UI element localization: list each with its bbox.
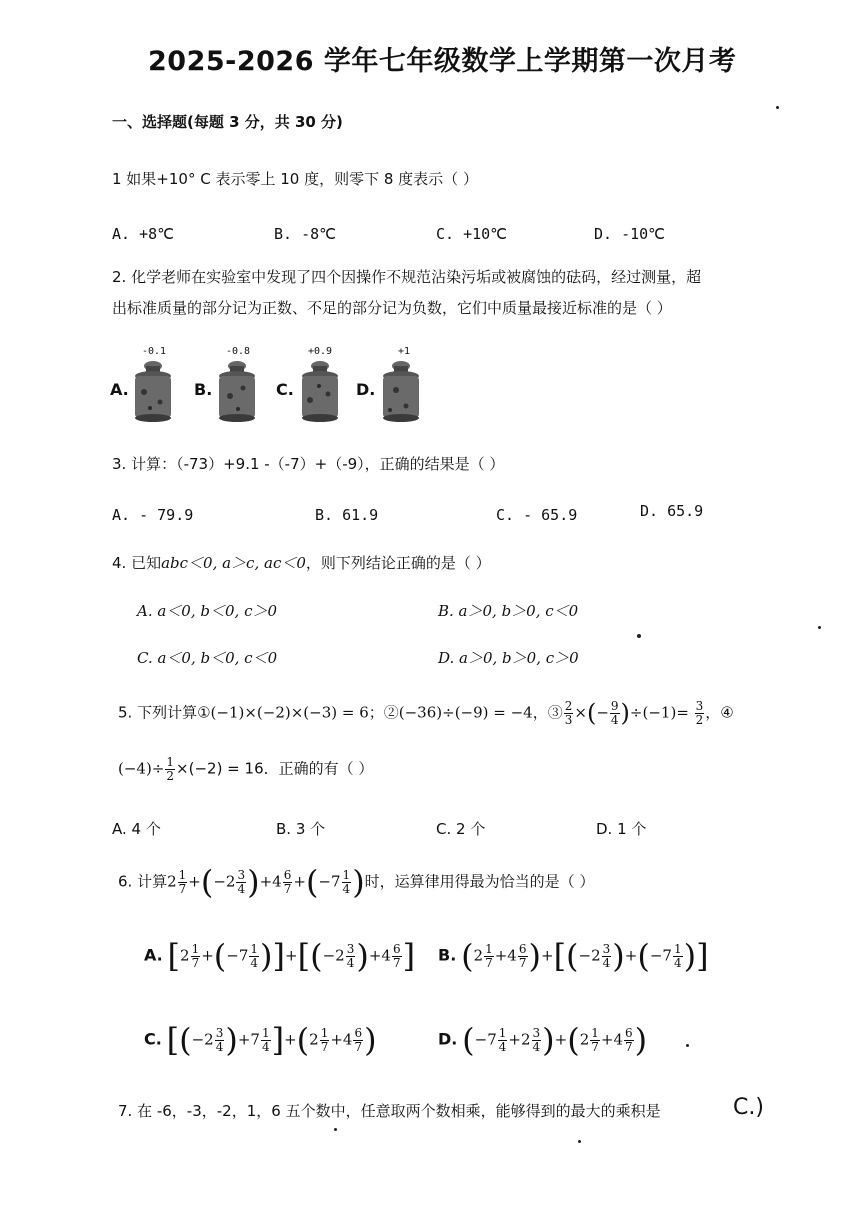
weight-a-icon	[130, 356, 176, 424]
q6-option-b: B. (2 $\frac{1}{7}$ +4 $\frac{6}{7}$ )+[(−2 $\frac{3}{4}$ )+(−7 $\frac{1}{4}$ )]	[438, 937, 709, 975]
question-4-stem	[112, 556, 491, 571]
section-header: 一、选择题(每题 3 分，共 30 分)	[112, 113, 343, 131]
scan-speck	[578, 1140, 581, 1143]
q5-prefix: 5. 下列计算①	[118, 703, 211, 722]
q5-line2-prefix: (−4)÷	[118, 759, 165, 778]
q1-option-a: A. +8℃	[112, 225, 174, 243]
q4-option-d: D. a＞0, b＞0, c＞0	[438, 649, 579, 667]
q4-stem-math: abc＜0, a＞c, ac＜0	[161, 554, 306, 572]
weight-c-label: +0.9	[308, 346, 333, 357]
q2-option-b-label: B.	[194, 380, 213, 399]
weight-a-label: -0.1	[142, 346, 167, 357]
page-title: 2025-2026 学年七年级数学上学期第一次月考	[148, 46, 737, 77]
question-7-stem: 7. 在 -6，-3，-2，1，6 五个数中，任意取两个数相乘，能够得到的最大的乘积是	[118, 1102, 661, 1120]
q6-option-d: D. (−7 $\frac{1}{4}$ +2 $\frac{3}{4}$ )+(2 $\frac{1}{7}$ +4 $\frac{6}{7}$ )	[438, 1021, 648, 1059]
q5-expr-3: ，④	[705, 703, 734, 722]
q4-option-a: A. a＜0, b＜0, c＞0	[137, 602, 278, 620]
weight-c-icon	[297, 356, 343, 424]
weight-d-label: +1	[398, 346, 411, 357]
q4-stem-suffix: ，则下列结论正确的是（ ）	[305, 554, 491, 572]
q3-option-d: D. 65.9	[640, 502, 704, 520]
q4-option-b: B. a＞0, b＞0, c＜0	[438, 602, 579, 620]
q5-frac-1-2: $\frac{1}{2}$	[166, 755, 175, 783]
q1-option-c: C. +10℃	[436, 225, 508, 243]
q4-stem-prefix: 4. 已知	[112, 554, 162, 572]
q5-frac-9-4: $\frac{9}{4}$	[610, 699, 619, 727]
q5-expr-1: (−1)×(−2)×(−3) = 6；②(−36)÷(−9) = −4，③	[210, 703, 563, 722]
q6-option-c: C. [(−2 $\frac{3}{4}$ )+7 $\frac{1}{4}$ ]+(2 $\frac{1}{7}$ +4 $\frac{6}{7}$ )	[144, 1021, 377, 1059]
weight-b-icon	[214, 356, 260, 424]
q2-option-a-label: A.	[110, 380, 129, 399]
question-2-line-1: 2. 化学老师在实验室中发现了四个因操作不规范沾染污垢或被腐蚀的砝码，经过测量，超	[112, 268, 702, 286]
question-1-stem: 1 如果+10° C 表示零上 10 度，则零下 8 度表示（ ）	[112, 170, 478, 188]
question-6-stem: 6. 计算2 $\frac{1}{7}$ +(−2 $\frac{3}{4}$ )+4 $\frac{6}{7}$ +(−7 $\frac{1}{4}$ )时，运算律用得最为恰当的是（ ）	[118, 863, 595, 901]
scan-speck	[818, 626, 821, 629]
question-3-stem: 3. 计算：（-73）+9.1 -（-7）+（-9），正确的结果是（ ）	[112, 455, 505, 473]
q5-option-b: B. 3 个	[276, 820, 326, 838]
q6-suffix: 时，运算律用得最为恰当的是（ ）	[364, 872, 595, 891]
question-2-line-2: 出标准质量的部分记为正数、不足的部分记为负数，它们中质量最接近标准的是（ ）	[112, 299, 672, 317]
q5-frac-3-2: $\frac{3}{2}$	[695, 699, 704, 727]
scan-speck	[686, 1044, 689, 1047]
q5-frac-2-3: $\frac{2}{3}$	[564, 699, 573, 727]
q2-option-c-label: C.	[276, 380, 294, 399]
scan-speck	[334, 1128, 337, 1131]
scan-speck	[776, 106, 779, 109]
q3-option-b: B. 61.9	[315, 506, 379, 524]
question-5-line-2	[118, 756, 373, 782]
q5-line2-suffix: ×(−2) = 16．正确的有（ ）	[176, 759, 374, 778]
weight-b-label: -0.8	[226, 346, 251, 357]
q6-prefix: 6. 计算	[118, 872, 168, 891]
q1-option-b: B. -8℃	[274, 225, 336, 243]
q6-option-a: A. [2 $\frac{1}{7}$ +(−7 $\frac{1}{4}$ )]+[(−2 $\frac{3}{4}$ )+4 $\frac{6}{7}$ ]	[144, 937, 416, 975]
q5-option-a: A. 4 个	[112, 820, 161, 838]
q5-option-c: C. 2 个	[436, 820, 486, 838]
q4-option-c: C. a＜0, b＜0, c＜0	[137, 649, 278, 667]
scan-speck	[637, 634, 641, 638]
q5-option-d: D. 1 个	[596, 820, 647, 838]
q7-handwritten-answer: C.)	[733, 1095, 764, 1120]
q2-option-d-label: D.	[356, 380, 376, 399]
q3-option-a: A. - 79.9	[112, 506, 194, 524]
weight-d-icon	[378, 356, 424, 424]
question-5-line-1: 5. 下列计算①(−1)×(−2)×(−3) = 6；②(−36)÷(−9) = −4，③ $\frac{2}{3}$ ×(− $\frac{9}{4}$ )÷(−1)= $\frac{3}{2}$ ，④	[118, 699, 734, 728]
q3-option-c: C. - 65.9	[496, 506, 578, 524]
q1-option-d: D. -10℃	[594, 225, 666, 243]
